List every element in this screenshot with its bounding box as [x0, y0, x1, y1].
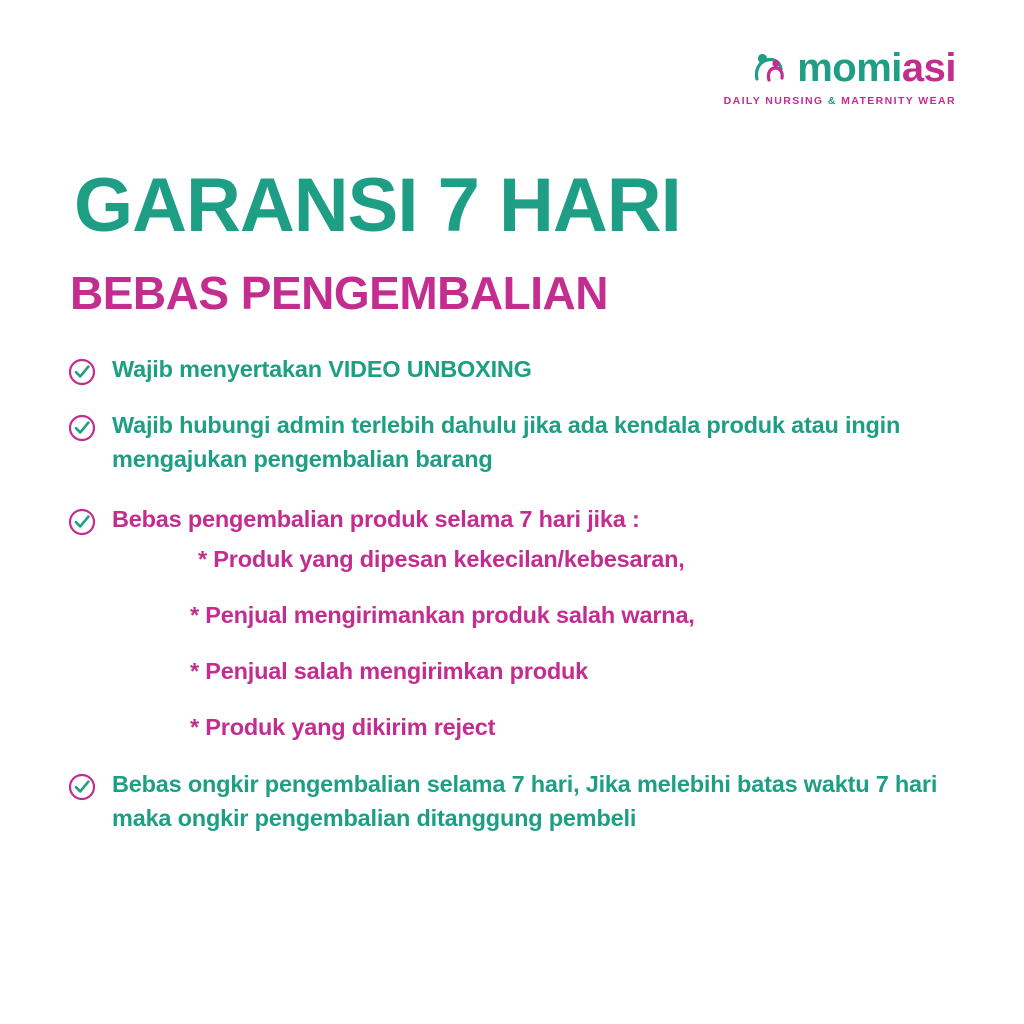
brand-tagline-part2: MATERNITY WEAR	[836, 95, 956, 107]
sub-list-item: * Produk yang dipesan kekecilan/kebesaran,	[198, 546, 685, 573]
list-item	[68, 352, 968, 386]
list-item	[68, 408, 968, 476]
sub-list-item: * Penjual salah mengirimkan produk	[190, 658, 589, 685]
brand-name	[797, 48, 956, 88]
list-item-label: Bebas pengembalian produk selama 7 hari jika :	[112, 506, 640, 533]
brand-row	[749, 48, 956, 88]
list-item-label: Wajib menyertakan VIDEO UNBOXING	[112, 356, 532, 382]
brand-tagline	[724, 95, 956, 107]
brand-name-primary: momi	[797, 46, 902, 90]
list-item	[68, 767, 968, 835]
mother-and-baby-icon	[749, 49, 787, 87]
brand-name-secondary: asi	[901, 46, 956, 90]
list-item	[68, 502, 968, 536]
sub-list-item: * Penjual mengirimankan produk salah warna,	[190, 602, 695, 629]
check-circle-icon	[68, 508, 96, 536]
check-circle-icon	[68, 414, 96, 442]
list-item-label: Wajib hubungi admin terlebih dahulu jika ada kendala produk atau ingin mengajukan pengembalian barang	[112, 412, 901, 473]
check-circle-icon	[68, 358, 96, 386]
sub-list-item: * Produk yang dikirim reject	[190, 714, 496, 741]
brand-tagline-part1: DAILY NURSING	[723, 95, 828, 107]
list-item-label: Bebas ongkir pengembalian selama 7 hari, Jika melebihi batas waktu 7 hari maka ongkir pengembalian ditanggung pembeli	[112, 770, 938, 831]
brand-tagline-amp: &	[827, 95, 837, 107]
brand-logo	[724, 48, 956, 107]
page-title: GARANSI 7 HARI	[74, 163, 681, 248]
policy-list	[68, 352, 968, 841]
page-subtitle: BEBAS PENGEMBALIAN	[70, 267, 608, 319]
check-circle-icon	[68, 773, 96, 801]
